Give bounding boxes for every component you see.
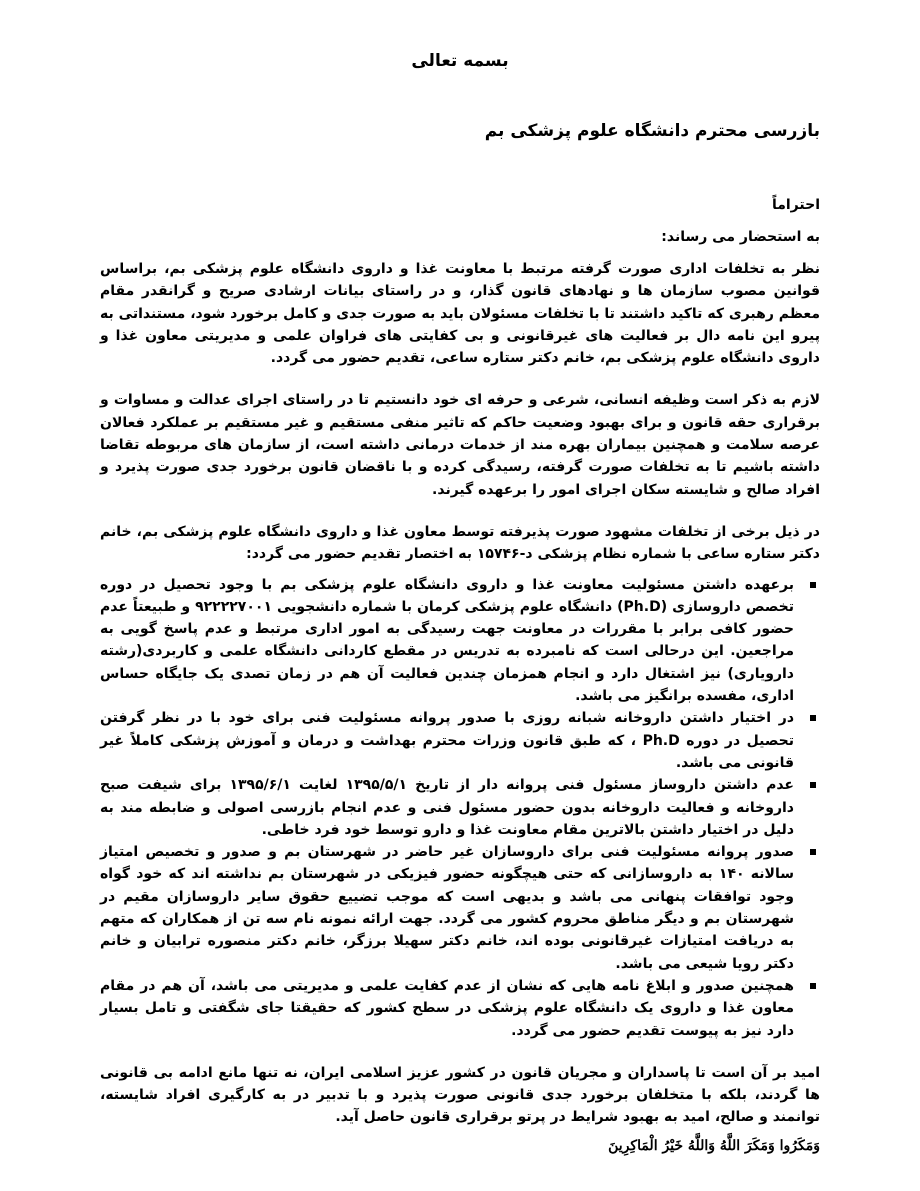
paragraph-2: لازم به ذکر است وظیفه انسانی، شرعی و حرفه ای خود دانستیم تا در راستای اجرای عدالت و مساوات و برقراری حقه قانون و برای بهبود وضعیت حاکم که تاثیر منفی مستقیم و غیر مستقیم بر عملکرد فعالان عرصه سلامت و همچنین بیماران بهره مند از خدمات درمانی داشته است، از سازمان های مربوطه تقاضا داشته باشیم تا به تخلفات صورت گرفته، رسیدگی کرده و با ناقضان قانون برخورد جدی صورت پذیرد و افراد صالح و شایسته سکان اجرای امور را برعهده گیرند. <box>100 392 820 498</box>
list-item-text: برعهده داشتن مسئولیت معاونت غذا و داروی دانشگاه علوم پزشکی بم با وجود تحصیل در دوره تخصص داروسازی (Ph.D) دانشگاه علوم پزشکی کرمان با شماره دانشجویی ۹۲۲۲۲۷۰۰۱ و طبیعتاً عدم حضور کافی برابر با مقررات در معاونت جهت رسیدگی به امور اداری مرتبط و عدم پاسخ گویی به مراجعین. این درحالی است که نامبرده به تدریس در مقطع کاردانی دانشگاه علمی و کاربردی(رشته دارویاری) نیز اشتغال دارد و انجام همزمان چندین فعالیت آن هم در زمان تصدی یک جایگاه حساس اداری، مفسده برانگیز می باشد. <box>100 576 794 705</box>
bullet-icon <box>810 582 816 588</box>
bullet-icon <box>810 715 816 721</box>
closing-quote: وَمَكَرُوا وَمَكَرَ اللَّهُ وَاللَّهُ خَيْرُ الْمَاكِرِينَ <box>608 1137 820 1154</box>
list-item <box>100 774 794 841</box>
list-item-text: همچنین صدور و ابلاغ نامه هایی که نشان از عدم کفایت علمی و مدیریتی می باشد، آن هم در مقام معاون غذا و داروی یک دانشگاه علوم پزشکی در سطح کشور که حقیقتا جای شگفتی و تامل بسیار دارد نیز به پیوست تقدیم حضور می گردد. <box>100 977 794 1039</box>
letter-greeting: احتراماً <box>771 197 820 213</box>
list-item-text: صدور پروانه مسئولیت فنی برای داروسازان غیر حاضر در شهرستان بم و صدور و تخصیص امتیاز سالانه ۱۴۰ به داروسازانی که حتی هیچگونه حضور فیزیکی در شهرستان بم نداشته اند که خود گواه وجود توافقات پنهانی می باشد و بدیهی است که موجب تضییع حقوق سایر داروسازان مقیم در شهرستان بم و دیگر مناطق محروم کشور می گردد. جهت ارائه نمونه نام سه تن از همکاران که متهم به دریافت امتیازات غیرقانونی بوده اند، خانم دکتر سهیلا برزگر، خانم دکتر منصوره ترابیان و خانم دکتر رویا شیعی می باشد. <box>100 844 795 972</box>
list-item-text: عدم داشتن داروساز مسئول فنی پروانه دار از تاریخ ۱۳۹۵/۵/۱ لغایت ۱۳۹۵/۶/۱ برای شیفت صبح داروخانه و فعالیت داروخانه بدون حضور مسئول فنی و عدم انجام بازرسی اصولی و ضابطه مند به دلیل در اختیار داشتن بالاترین مقام معاونت غذا و دارو توسط خود فرد خاطی. <box>100 777 794 838</box>
list-item <box>100 707 794 774</box>
list-item <box>100 574 794 708</box>
bullet-icon <box>810 983 816 989</box>
letter-recipient: بازرسی محترم دانشگاه علوم پزشکی بم <box>484 121 820 141</box>
list-item <box>100 975 794 1042</box>
list-item <box>100 841 794 975</box>
bullet-icon <box>810 782 816 788</box>
list-item-text: در اختیار داشتن داروخانه شبانه روزی با صدور پروانه مسئولیت فنی برای خود با در نظر گرفتن تحصیل در دوره Ph.D ، که طبق قانون وزرات محترم بهداشت و درمان و آموزش پزشکی کاملاً غیر قانونی می باشد. <box>100 710 794 771</box>
paragraph-4: امید بر آن است تا پاسداران و مجریان قانون در کشور عزیز اسلامی ایران، نه تنها مانع ادامه بی قانونی ها گردند، بلکه با متخلفان برخورد جدی قانونی صورت پذیرد و با تدبیر در به کارگیری افراد شایسته، توانمند و صالح، امید به بهبود شرایط در پرتو برقراری قانون حاصل آید. <box>100 1064 820 1126</box>
paragraph-1: نظر به تخلفات اداری صورت گرفته مرتبط با معاونت غذا و داروی دانشگاه علوم پزشکی بم، براساس قوانین مصوب سازمان ها و نهادهای قانون گذار، و در راستای بیانات ارشادی صریح و گرانقدر مقام معظم رهبری که تاکید داشتند تا با تخلفات مسئولان باید به صورت جدی و کامل برخورد شود، مستنداتی به پیرو این نامه دال بر فعالیت های غیرقانونی و بی کفایتی های فراوان علمی و مدیریتی معاون غذا و داروی دانشگاه علوم پزشکی بم، خانم دکتر ستاره ساعی، تقدیم حضور می گردد. <box>100 261 820 367</box>
letter-intro: به استحضار می رساند: <box>661 229 820 245</box>
letter-header: بسمه تعالی <box>411 51 509 71</box>
bullet-icon <box>810 849 816 855</box>
paragraph-3: در ذیل برخی از تخلفات مشهود صورت پذیرفته توسط معاون غذا و داروی دانشگاه علوم پزشکی بم، خانم دکتر ستاره ساعی با شماره نظام پزشکی د-۱۵۷۴۶ به اختصار تقدیم حضور می گردد: <box>100 523 820 563</box>
violations-list <box>100 574 820 1042</box>
